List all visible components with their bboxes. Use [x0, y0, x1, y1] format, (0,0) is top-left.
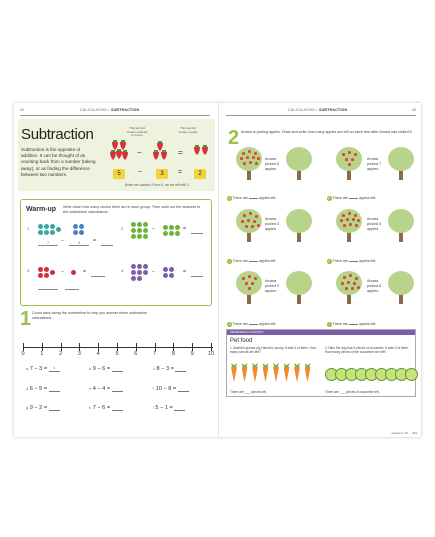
apple-icon [354, 214, 357, 217]
carrot-icon [231, 367, 237, 381]
apple-icon [241, 220, 244, 223]
apple-icon [245, 282, 248, 285]
apple-icon [253, 220, 256, 223]
apple-icon [257, 224, 260, 227]
tree-caption: Amara picked 8 apples. [367, 279, 382, 293]
question-2-number: 2 [228, 127, 240, 149]
apple-icon [255, 215, 258, 218]
apple-tree-full [335, 209, 365, 243]
apple-icon [357, 219, 360, 222]
apple-icon [248, 150, 251, 153]
apple-icon [243, 162, 246, 165]
apple-icon [357, 286, 360, 289]
svg-text:−: − [137, 148, 142, 157]
apple-icon [343, 224, 346, 227]
example-box-a: 5 [113, 169, 125, 179]
callout-equals: This symbol means equals [178, 126, 198, 134]
carrot-icon [252, 367, 258, 381]
apple-icon [351, 158, 354, 161]
apple-icon [249, 161, 252, 164]
apple-icon [345, 287, 348, 290]
warmup-instruction: Write down how many circles there are in each group. Then work out the answers to the subtraction calculations. [63, 205, 201, 214]
apple-icon [245, 225, 248, 228]
example-caption: When we subtract 3 from 5, we are left with 2. [125, 183, 190, 187]
apple-icon [254, 152, 257, 155]
numberline [23, 339, 213, 357]
apple-tree-empty[interactable] [285, 209, 315, 243]
context-problem-b: 2. Niko the dog has 9 pieces of cucumber. It eats 3 of them. How many pieces of the cucumber are left? [325, 346, 409, 354]
apple-icon [353, 282, 356, 285]
apple-tree-full [235, 147, 265, 181]
apple-icon [342, 153, 345, 156]
answer-blank[interactable] [349, 195, 358, 199]
context-answer-a: There are ___ carrots left. [230, 390, 267, 394]
answer-blank[interactable] [38, 284, 58, 290]
context-heading: Pet food [230, 338, 253, 344]
apple-tree-empty[interactable] [387, 271, 417, 305]
apple-icon [345, 158, 348, 161]
tree-caption: Amara picked 7 apples. [367, 157, 382, 171]
equals-sign: = [83, 269, 86, 275]
answer-blank[interactable] [249, 258, 258, 262]
answer-blank[interactable] [65, 284, 79, 290]
right-page [218, 103, 421, 437]
warmup-heading: Warm-up [26, 206, 57, 213]
carrot-leaf-icon [231, 363, 237, 367]
apples-left-line: c There are apples left. [228, 259, 277, 263]
apple-tree-full [235, 271, 265, 305]
apple-icon [352, 218, 355, 221]
carrot-leaf-icon [273, 363, 279, 367]
carrot-leaf-icon [242, 363, 248, 367]
minus-sign: − [61, 269, 64, 275]
example-box-b: 3 [156, 169, 168, 179]
answer-blank[interactable] [174, 405, 185, 411]
carrot-icon [294, 367, 300, 381]
apple-icon [340, 219, 343, 222]
workbook-spread [14, 103, 421, 437]
answer-blank[interactable] [112, 405, 123, 411]
numberline-label: 6 [134, 351, 138, 357]
callout-minus: This symbol means subtract or minus [126, 126, 148, 138]
svg-text:=: = [178, 148, 183, 157]
page-title: Subtraction [21, 126, 94, 143]
carrot-icon [242, 367, 248, 381]
apple-icon [247, 219, 250, 222]
example-minus: − [138, 169, 143, 176]
apple-tree-full [335, 147, 365, 181]
numberline-label: 5 [115, 351, 119, 357]
equals-sign: = [93, 238, 96, 244]
apple-tree-empty[interactable] [285, 147, 315, 181]
answer-blank[interactable] [112, 386, 123, 392]
answer-blank[interactable] [191, 271, 203, 277]
calc-item: d 6 − 5 = [26, 386, 60, 392]
intro-panel [18, 119, 215, 191]
question-1-number: 1 [20, 308, 32, 330]
warmup-item-number: 3 [27, 268, 30, 273]
page-number: 43 [412, 108, 416, 112]
apple-tree-full [235, 209, 265, 243]
carrot-leaf-icon [284, 363, 290, 367]
apple-icon [347, 281, 350, 284]
apple-icon [240, 157, 243, 160]
apple-icon [349, 223, 352, 226]
answer-blank[interactable] [191, 228, 203, 234]
numberline-axis [23, 347, 213, 348]
cucumber-slice-icon [405, 368, 418, 381]
context-problem-a: 1. Arabia's guinea pig Harold is poorly. It eats 3 of them. How many carrots are left? [230, 346, 316, 354]
apple-tree-empty[interactable] [387, 209, 417, 243]
answer-blank[interactable]: 7 [38, 240, 58, 246]
carrot-leaf-icon [305, 363, 311, 367]
apple-icon [346, 218, 349, 221]
running-head: CALCULATING • SUBTRACTION [288, 108, 348, 112]
example-equals: = [178, 169, 183, 176]
answer-blank[interactable]: 4 [69, 240, 89, 246]
apple-icon [248, 287, 251, 290]
tree-caption: Amara picked 4 apples. [367, 217, 382, 231]
intro-text: Subtraction is the opposite of addition. It can be thought of as counting back from a number (taking away), or as finding the difference between two numbers. [21, 147, 96, 177]
numberline-label: 9 [190, 351, 194, 357]
minus-sign: − [152, 226, 155, 232]
answer-blank[interactable] [49, 386, 60, 392]
left-page [14, 103, 218, 437]
warmup-item-number: 4 [121, 268, 124, 273]
running-head: CALCULATING • SUBTRACTION [80, 108, 140, 112]
example-box-c: 2 [194, 169, 206, 179]
numberline-label: 2 [59, 351, 63, 357]
apple-icon [341, 282, 344, 285]
apple-icon [354, 153, 357, 156]
calc-item: g 9 − 2 = [26, 405, 60, 411]
numberline-label: 1 [40, 351, 44, 357]
calc-item: i 5 − 1 = [153, 405, 185, 411]
tree-caption: Amara picked 9 apples. [265, 279, 280, 293]
question-1-instruction: Count back along the numberline to help you answer these subtraction calculations. [32, 311, 148, 320]
page-number: 42 [20, 108, 24, 112]
answer-blank[interactable] [91, 271, 105, 277]
answers-footer: Answers: 49 ... 409 [391, 431, 417, 435]
warmup-item-number: 2 [121, 226, 124, 231]
numberline-label: 10 [207, 351, 215, 357]
carrot-icon [273, 367, 279, 381]
apple-icon [349, 274, 352, 277]
running-head-left [20, 106, 210, 116]
calc-item: c 8 − 3 = [153, 366, 186, 372]
answer-blank[interactable] [178, 386, 189, 392]
carrot-icon [305, 367, 311, 381]
carrot-leaf-icon [294, 363, 300, 367]
numberline-label: 8 [171, 351, 175, 357]
equals-sign: = [183, 269, 186, 275]
apple-icon [243, 214, 246, 217]
apple-icon [249, 212, 252, 215]
answer-blank[interactable] [49, 405, 60, 411]
apple-icon [351, 287, 354, 290]
answer-blank[interactable] [349, 258, 358, 262]
apple-icon [252, 156, 255, 159]
calc-item: e 4 − 4 = [89, 386, 123, 392]
apple-icon [242, 277, 245, 280]
apple-icon [257, 157, 260, 160]
apple-icon [251, 225, 254, 228]
apple-tree-full [335, 271, 365, 305]
apples-left-line: d There are apples left. [328, 259, 377, 263]
carrot-leaf-icon [263, 363, 269, 367]
apple-icon [246, 156, 249, 159]
apple-icon [348, 163, 351, 166]
calc-item: a 7 − 3 = 4 [26, 366, 60, 372]
apple-icon [355, 224, 358, 227]
apple-icon [348, 151, 351, 154]
apple-icon [343, 276, 346, 279]
calc-item: f 10 − 8 = [153, 386, 189, 392]
apple-icon [348, 212, 351, 215]
context-band: PROBLEM IN CONTEXT [227, 330, 415, 335]
numberline-label: 3 [77, 351, 81, 357]
equals-sign: = [183, 226, 186, 232]
answer-blank[interactable] [112, 366, 123, 372]
minus-sign: − [61, 238, 64, 244]
running-head-right [226, 106, 416, 116]
apples-left-line: b There are apples left. [328, 196, 377, 200]
answer-blank[interactable] [175, 366, 186, 372]
apples-left-line: f There are apples left. [328, 322, 377, 326]
context-answer-b: There are ___ pieces of cucumber left. [325, 390, 380, 394]
apple-tree-empty[interactable] [387, 147, 417, 181]
tree-caption: Amara picked 5 apples. [265, 157, 280, 171]
minus-sign: − [152, 269, 155, 275]
calc-item: h 7 − 6 = [89, 405, 123, 411]
apple-icon [251, 282, 254, 285]
apples-left-line: a There are apples left. [228, 196, 277, 200]
carrot-icon [263, 367, 269, 381]
answer-blank[interactable] [249, 195, 258, 199]
dot-group-red-1 [71, 270, 76, 275]
warmup-box [20, 199, 212, 306]
question-2-instruction: Amara is picking apples. Draw and write how many apples are left on each tree after Amara has visited it. [241, 130, 413, 134]
apple-icon [255, 162, 258, 165]
numberline-label: 0 [21, 351, 25, 357]
answer-blank[interactable] [349, 321, 358, 325]
answer-blank[interactable] [101, 240, 113, 246]
apple-icon [342, 214, 345, 217]
carrot-leaf-icon [252, 363, 258, 367]
apple-icon [355, 277, 358, 280]
apple-icon [242, 152, 245, 155]
carrot-icon [284, 367, 290, 381]
calc-item: b 9 − 6 = [89, 366, 123, 372]
apple-tree-empty[interactable] [285, 271, 315, 305]
warmup-item-number: 1 [27, 226, 30, 231]
tree-caption: Amara picked 3 apples. [265, 217, 280, 231]
answer-blank[interactable]: 4 [49, 366, 60, 372]
problem-in-context-box [226, 329, 416, 397]
numberline-label: 4 [96, 351, 100, 357]
apple-icon [254, 277, 257, 280]
answer-blank[interactable] [249, 321, 258, 325]
apple-icon [248, 275, 251, 278]
apples-left-line: e There are apples left. [228, 322, 277, 326]
numberline-label: 7 [153, 351, 157, 357]
strawberries-illustration [110, 139, 210, 165]
